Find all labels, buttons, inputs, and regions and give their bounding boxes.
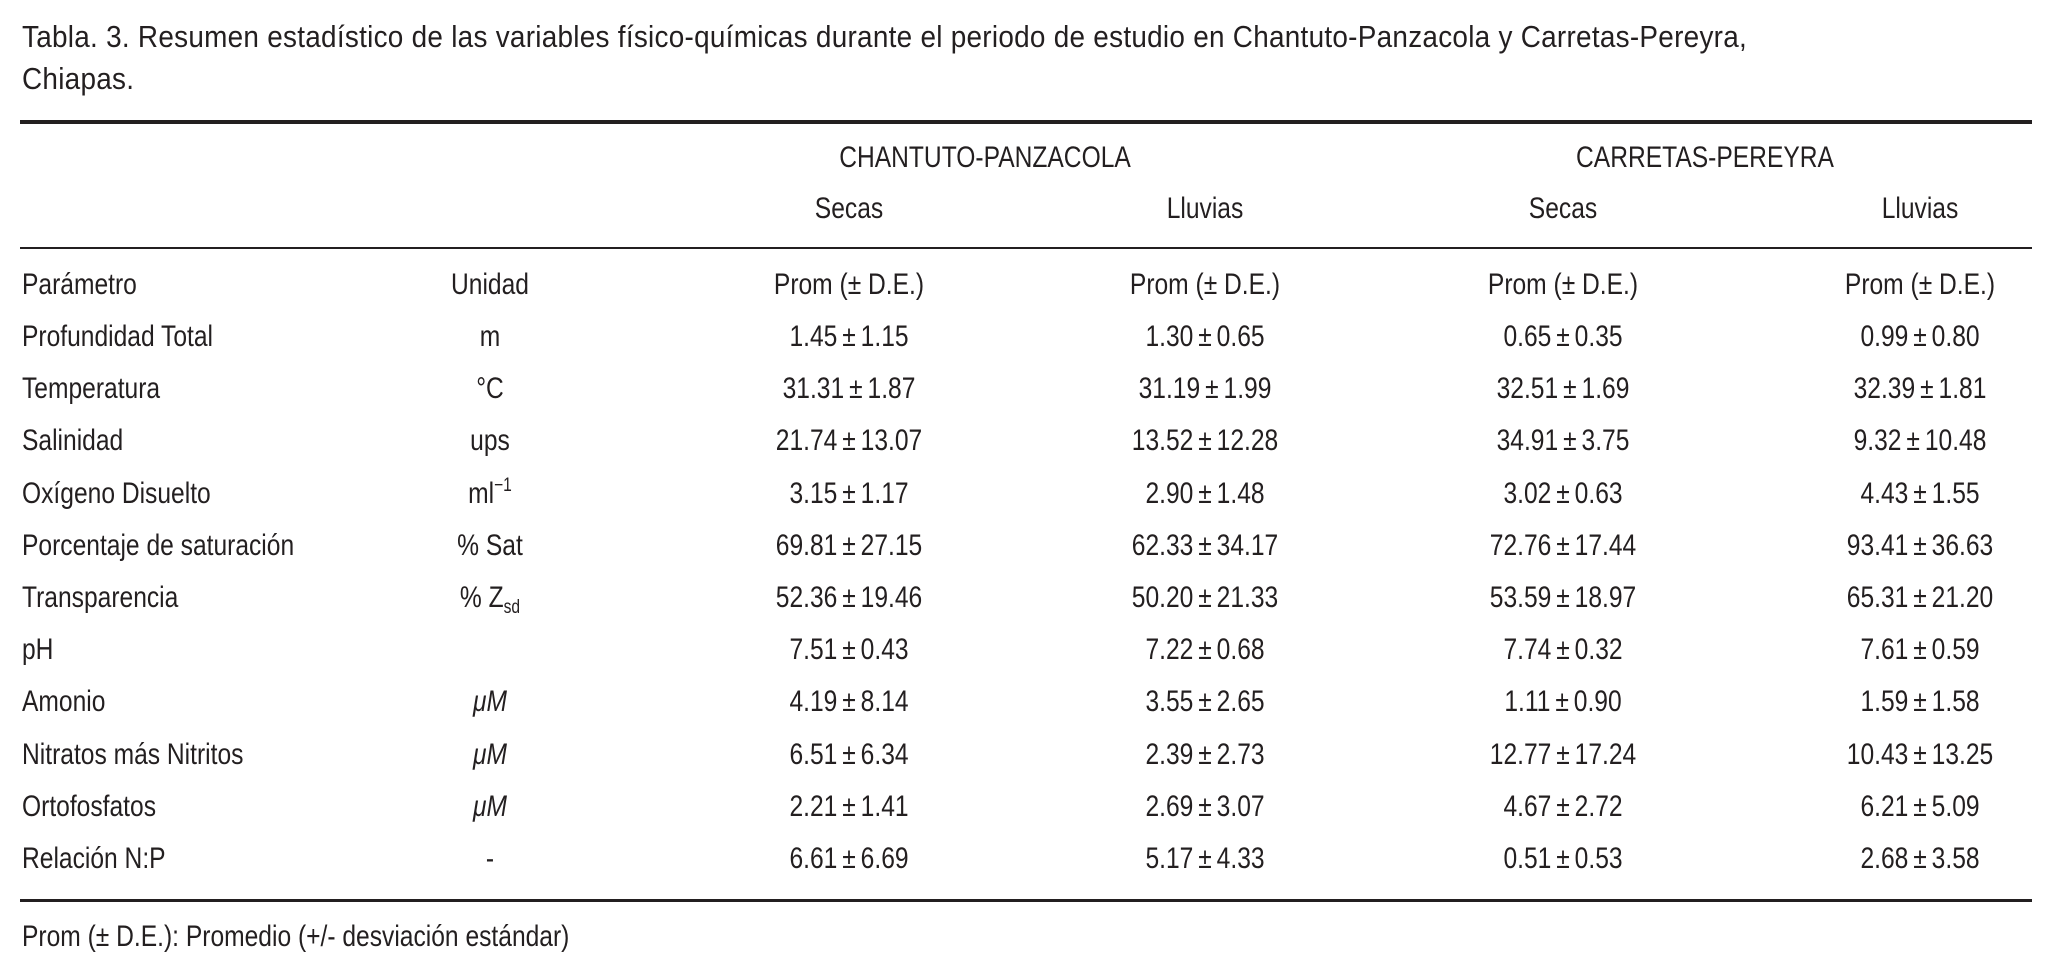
unit-cell	[408, 317, 572, 357]
mean-value: 9.32	[1853, 424, 1902, 458]
sd-value: 3.75	[1581, 424, 1630, 458]
mean-value: 2.90	[1145, 476, 1194, 510]
parameter-cell: pH	[22, 633, 54, 667]
season-header-chantuto-secas: Secas	[814, 192, 884, 225]
plus-minus-symbol: ±	[1913, 528, 1927, 562]
sd-value: 1.55	[1931, 476, 1980, 510]
column-header-stat-chantuto-lluvias: Prom (± D.E.)	[1129, 268, 1281, 301]
sd-value: 3.07	[1216, 789, 1265, 823]
sd-value: 1.48	[1216, 476, 1265, 510]
mean-value: 2.69	[1145, 789, 1194, 823]
value-cell	[1789, 369, 2049, 409]
value-cell	[1432, 474, 1694, 514]
caption-line-2: Chiapas.	[22, 61, 135, 96]
plus-minus-symbol: ±	[1913, 320, 1927, 353]
sd-value: 0.68	[1216, 633, 1265, 667]
season-header-chantuto-lluvias: Lluvias	[1166, 192, 1244, 225]
value-cell	[1074, 421, 1336, 461]
plus-minus-symbol: ±	[1198, 685, 1212, 719]
caption-line-1: Tabla. 3. Resumen estadístico de las variables físico-químicas durante el periodo de estudio en Chantuto-Panzacola y Carretas-Pereyra,	[22, 19, 1748, 54]
sd-value: 0.53	[1574, 842, 1623, 875]
value-cell	[718, 578, 980, 618]
plus-minus-symbol: ±	[1913, 633, 1927, 667]
unit-cell	[408, 474, 572, 514]
mean-value: 69.81	[775, 528, 838, 562]
unit-cell	[408, 735, 572, 775]
table-row	[0, 526, 2049, 578]
plus-minus-symbol: ±	[1198, 633, 1212, 667]
mean-value: 31.19	[1138, 372, 1201, 406]
value-cell	[1432, 630, 1694, 670]
table-row	[0, 578, 2049, 630]
sd-value: 13.25	[1931, 737, 1994, 771]
group-header-carretas: CARRETAS-PEREYRA	[1576, 141, 1834, 174]
sd-value: 27.15	[860, 528, 923, 562]
sd-value: 0.32	[1574, 633, 1623, 667]
plus-minus-symbol: ±	[842, 633, 856, 667]
plus-minus-symbol: ±	[842, 320, 856, 353]
mean-value: 31.31	[782, 372, 845, 406]
sd-value: 1.41	[860, 789, 909, 823]
value-cell	[718, 839, 980, 879]
plus-minus-symbol: ±	[1198, 424, 1212, 458]
season-header-carretas-lluvias: Lluvias	[1881, 192, 1959, 225]
table-caption	[22, 16, 1831, 100]
plus-minus-symbol: ±	[849, 372, 863, 406]
plus-minus-symbol: ±	[1913, 476, 1927, 510]
plus-minus-symbol: ±	[842, 424, 856, 458]
column-header-stat-carretas-lluvias: Prom (± D.E.)	[1844, 268, 1996, 301]
value-cell	[1789, 839, 2049, 879]
column-header-unidad: Unidad	[451, 268, 529, 301]
plus-minus-symbol: ±	[1556, 476, 1570, 510]
table-row	[0, 787, 2049, 839]
plus-minus-symbol: ±	[1198, 789, 1212, 823]
mean-value: 32.39	[1853, 372, 1916, 406]
mean-value: 12.77	[1489, 737, 1552, 771]
sd-value: 36.63	[1931, 528, 1994, 562]
unit-text: m	[479, 320, 501, 353]
mean-value: 0.65	[1503, 320, 1552, 353]
unit-cell	[408, 578, 572, 618]
table-row	[0, 474, 2049, 526]
plus-minus-symbol: ±	[1563, 372, 1577, 406]
sd-value: 1.15	[860, 320, 909, 353]
mean-value: 62.33	[1131, 528, 1194, 562]
sd-value: 2.72	[1574, 789, 1623, 823]
sd-value: 2.65	[1216, 685, 1265, 719]
mean-value: 2.39	[1145, 737, 1194, 771]
header-divider-rule	[20, 247, 2032, 249]
unit-text: °C	[476, 372, 504, 406]
value-cell	[718, 317, 980, 357]
value-cell	[1432, 787, 1694, 827]
parameter-cell: Oxígeno Disuelto	[22, 476, 211, 510]
value-cell	[1432, 317, 1694, 357]
plus-minus-symbol: ±	[1556, 581, 1570, 614]
unit-cell	[408, 839, 572, 879]
mean-value: 21.74	[775, 424, 838, 458]
mean-value: 1.30	[1145, 320, 1194, 353]
value-cell	[1074, 526, 1336, 566]
parameter-cell: Relación N:P	[22, 842, 166, 875]
plus-minus-symbol: ±	[1913, 842, 1927, 875]
plus-minus-symbol: ±	[1556, 789, 1570, 823]
value-cell	[1789, 682, 2049, 722]
plus-minus-symbol: ±	[842, 789, 856, 823]
parameter-cell: Transparencia	[22, 581, 179, 614]
mean-value: 1.45	[789, 320, 838, 353]
parameter-cell: Nitratos más Nitritos	[22, 737, 244, 771]
unit-text: μM	[473, 685, 507, 719]
plus-minus-symbol: ±	[842, 528, 856, 562]
mean-value: 34.91	[1496, 424, 1559, 458]
sd-value: 21.33	[1216, 581, 1279, 614]
value-cell	[1789, 317, 2049, 357]
mean-value: 5.17	[1145, 842, 1194, 875]
column-header-parametro: Parámetro	[22, 268, 137, 301]
unit-text: % Z	[459, 581, 504, 614]
sd-value: 0.59	[1931, 633, 1980, 667]
plus-minus-symbol: ±	[842, 476, 856, 510]
column-header-stat-chantuto-secas: Prom (± D.E.)	[773, 268, 925, 301]
sd-value: 10.48	[1924, 424, 1987, 458]
value-cell	[1074, 369, 1336, 409]
plus-minus-symbol: ±	[1556, 737, 1570, 771]
table-row	[0, 369, 2049, 421]
value-cell	[1432, 578, 1694, 618]
plus-minus-symbol: ±	[1913, 581, 1927, 614]
sd-value: 0.90	[1573, 685, 1622, 719]
mean-value: 6.51	[789, 737, 838, 771]
sd-value: 21.20	[1931, 581, 1994, 614]
plus-minus-symbol: ±	[1906, 424, 1920, 458]
unit-cell	[408, 526, 572, 566]
mean-value: 7.22	[1145, 633, 1194, 667]
sd-value: 19.46	[860, 581, 923, 614]
parameter-cell: Porcentaje de saturación	[22, 528, 295, 562]
mean-value: 3.15	[789, 476, 838, 510]
unit-cell	[408, 682, 572, 722]
mean-value: 7.74	[1503, 633, 1552, 667]
table-row	[0, 421, 2049, 473]
sd-value: 0.65	[1216, 320, 1265, 353]
sd-value: 6.69	[860, 842, 909, 875]
mean-value: 1.59	[1860, 685, 1909, 719]
sd-value: 6.34	[860, 737, 909, 771]
column-header-stat-carretas-secas: Prom (± D.E.)	[1487, 268, 1639, 301]
value-cell	[1432, 526, 1694, 566]
unit-superscript: −1	[494, 474, 512, 496]
mean-value: 4.43	[1860, 476, 1909, 510]
plus-minus-symbol: ±	[1913, 737, 1927, 771]
value-cell	[718, 369, 980, 409]
value-cell	[1789, 526, 2049, 566]
sd-value: 3.58	[1931, 842, 1980, 875]
plus-minus-symbol: ±	[842, 685, 856, 719]
mean-value: 53.59	[1489, 581, 1552, 614]
value-cell	[1432, 839, 1694, 879]
unit-text: μM	[473, 789, 507, 823]
unit-text: % Sat	[457, 528, 523, 562]
value-cell	[1074, 787, 1336, 827]
value-cell	[1789, 421, 2049, 461]
table-bottom-rule	[20, 899, 2032, 902]
mean-value: 1.11	[1504, 685, 1551, 719]
sd-value: 0.43	[860, 633, 909, 667]
sd-value: 12.28	[1216, 424, 1279, 458]
mean-value: 50.20	[1131, 581, 1194, 614]
table-row	[0, 317, 2049, 369]
sd-value: 34.17	[1216, 528, 1279, 562]
mean-value: 0.51	[1503, 842, 1552, 875]
value-cell	[718, 682, 980, 722]
sd-value: 17.44	[1574, 528, 1637, 562]
mean-value: 13.52	[1131, 424, 1194, 458]
season-header-carretas-secas: Secas	[1528, 192, 1598, 225]
parameter-cell: Amonio	[22, 685, 106, 719]
table-row	[0, 682, 2049, 734]
mean-value: 10.43	[1846, 737, 1909, 771]
mean-value: 0.99	[1860, 320, 1909, 353]
unit-text: -	[485, 842, 495, 875]
plus-minus-symbol: ±	[1198, 581, 1212, 614]
sd-value: 18.97	[1574, 581, 1637, 614]
plus-minus-symbol: ±	[1913, 685, 1927, 719]
value-cell	[1789, 474, 2049, 514]
mean-value: 2.68	[1860, 842, 1909, 875]
value-cell	[1074, 474, 1336, 514]
plus-minus-symbol: ±	[842, 737, 856, 771]
mean-value: 52.36	[775, 581, 838, 614]
unit-cell	[408, 369, 572, 409]
value-cell	[1074, 317, 1336, 357]
sd-value: 13.07	[860, 424, 923, 458]
sd-value: 0.35	[1574, 320, 1623, 353]
table-footnote: Prom (± D.E.): Promedio (+/- desviación estándar)	[22, 920, 570, 953]
plus-minus-symbol: ±	[1920, 372, 1934, 406]
value-cell	[1432, 369, 1694, 409]
plus-minus-symbol: ±	[1563, 424, 1577, 458]
plus-minus-symbol: ±	[1198, 320, 1212, 353]
value-cell	[1074, 839, 1336, 879]
plus-minus-symbol: ±	[1198, 842, 1212, 875]
sd-value: 0.80	[1931, 320, 1980, 353]
mean-value: 4.19	[789, 685, 838, 719]
plus-minus-symbol: ±	[1556, 320, 1570, 353]
value-cell	[1432, 735, 1694, 775]
sd-value: 5.09	[1931, 789, 1980, 823]
sd-value: 0.63	[1574, 476, 1623, 510]
value-cell	[1074, 630, 1336, 670]
table-row	[0, 839, 2049, 891]
sd-value: 8.14	[860, 685, 909, 719]
value-cell	[1074, 735, 1336, 775]
unit-text: ml	[468, 476, 495, 510]
sd-value: 1.58	[1931, 685, 1980, 719]
sd-value: 1.81	[1938, 372, 1987, 406]
plus-minus-symbol: ±	[842, 842, 856, 875]
sd-value: 1.99	[1223, 372, 1272, 406]
sd-value: 2.73	[1216, 737, 1265, 771]
value-cell	[1789, 630, 2049, 670]
unit-subscript: sd	[503, 597, 521, 618]
value-cell	[1789, 578, 2049, 618]
table-row	[0, 630, 2049, 682]
plus-minus-symbol: ±	[1913, 789, 1927, 823]
unit-text: ups	[470, 424, 510, 458]
sd-value: 1.87	[867, 372, 916, 406]
value-cell	[1432, 421, 1694, 461]
plus-minus-symbol: ±	[1198, 737, 1212, 771]
unit-cell	[408, 421, 572, 461]
value-cell	[1074, 578, 1336, 618]
mean-value: 7.51	[789, 633, 838, 667]
value-cell	[1074, 682, 1336, 722]
mean-value: 65.31	[1846, 581, 1909, 614]
value-cell	[1432, 682, 1694, 722]
mean-value: 3.55	[1145, 685, 1194, 719]
value-cell	[718, 787, 980, 827]
plus-minus-symbol: ±	[1198, 476, 1212, 510]
value-cell	[718, 526, 980, 566]
mean-value: 32.51	[1496, 372, 1559, 406]
plus-minus-symbol: ±	[1556, 633, 1570, 667]
table-row	[0, 735, 2049, 787]
sd-value: 1.17	[860, 476, 909, 510]
value-cell	[718, 421, 980, 461]
value-cell	[1789, 787, 2049, 827]
sd-value: 1.69	[1581, 372, 1630, 406]
parameter-cell: Ortofosfatos	[22, 789, 156, 823]
parameter-cell: Profundidad Total	[22, 320, 214, 353]
value-cell	[1789, 735, 2049, 775]
parameter-cell: Salinidad	[22, 424, 124, 458]
table-top-rule	[20, 120, 2032, 124]
mean-value: 3.02	[1503, 476, 1552, 510]
mean-value: 7.61	[1860, 633, 1909, 667]
plus-minus-symbol: ±	[1555, 685, 1569, 719]
mean-value: 2.21	[789, 789, 838, 823]
group-header-chantuto: CHANTUTO-PANZACOLA	[839, 141, 1131, 174]
sd-value: 4.33	[1216, 842, 1265, 875]
plus-minus-symbol: ±	[1556, 842, 1570, 875]
sd-value: 17.24	[1574, 737, 1637, 771]
value-cell	[718, 735, 980, 775]
unit-text: μM	[473, 737, 507, 771]
plus-minus-symbol: ±	[1556, 528, 1570, 562]
value-cell	[718, 630, 980, 670]
mean-value: 4.67	[1503, 789, 1552, 823]
mean-value: 6.61	[789, 842, 838, 875]
mean-value: 6.21	[1860, 789, 1909, 823]
parameter-cell: Temperatura	[22, 372, 161, 406]
plus-minus-symbol: ±	[1205, 372, 1219, 406]
mean-value: 72.76	[1489, 528, 1552, 562]
mean-value: 93.41	[1846, 528, 1909, 562]
unit-cell	[408, 787, 572, 827]
value-cell	[718, 474, 980, 514]
plus-minus-symbol: ±	[1198, 528, 1212, 562]
plus-minus-symbol: ±	[842, 581, 856, 614]
